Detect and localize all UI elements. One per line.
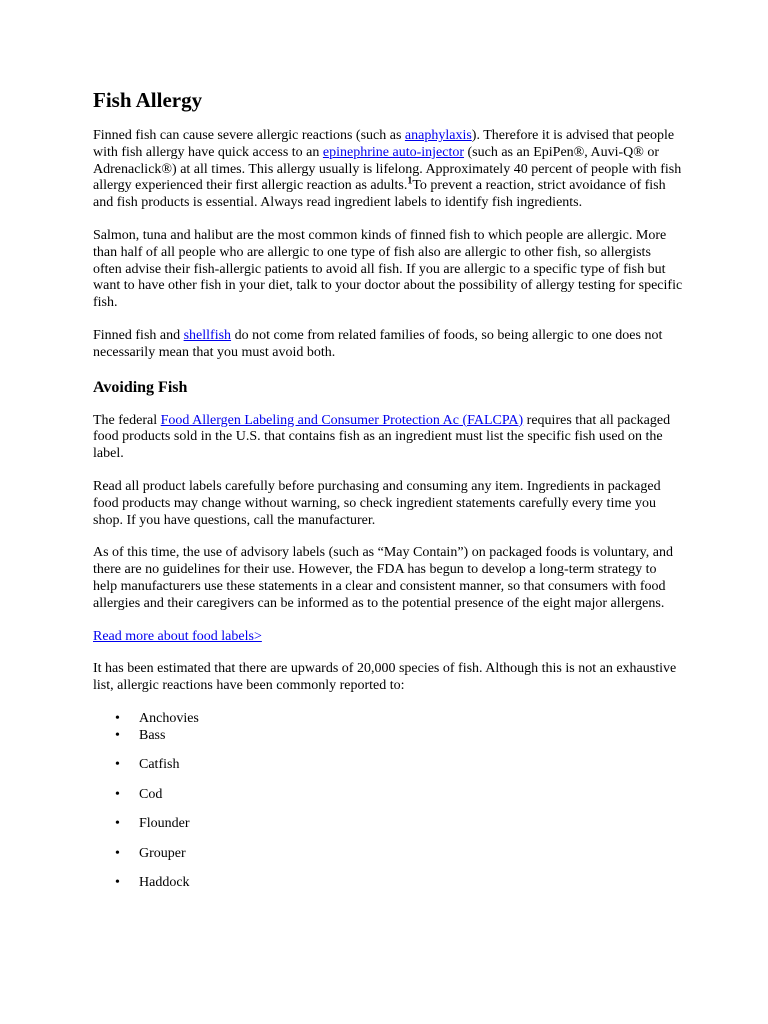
- section-heading-avoiding-fish: Avoiding Fish: [93, 378, 188, 396]
- bullet-icon: •: [115, 845, 120, 861]
- list-item-label: Flounder: [139, 816, 190, 832]
- list-item-label: Cod: [139, 786, 163, 802]
- shellfish-text-b: do not come from related families of foods, so being allergic to one does not necessarily mean that you must avoid both.: [93, 327, 663, 360]
- falcpa-link[interactable]: Food Allergen Labeling and Consumer Protection Ac (FALCPA): [160, 412, 524, 428]
- list-item: [93, 787, 683, 804]
- bullet-icon: •: [115, 710, 120, 726]
- list-item: [93, 757, 683, 774]
- page-title: Fish Allergy: [93, 88, 203, 112]
- epinephrine-auto-injector-link[interactable]: epinephrine auto-injector: [322, 144, 465, 160]
- shellfish-text-a: Finned fish and: [93, 327, 184, 343]
- fish-list: [93, 711, 683, 892]
- shellfish-link[interactable]: shellfish: [183, 327, 232, 343]
- read-more-food-labels-link[interactable]: Read more about food labels>: [93, 628, 262, 644]
- read-more-paragraph: [93, 629, 683, 646]
- anaphylaxis-link[interactable]: anaphylaxis: [404, 128, 472, 143]
- list-item-label: Haddock: [139, 875, 190, 891]
- intro-text-d: To prevent a reaction, strict avoidance of fish and fish products is essential. Always read ingredient labels to identify fish ingredients.: [93, 178, 666, 211]
- list-item-label: Anchovies: [139, 710, 199, 726]
- bullet-icon: •: [115, 757, 120, 773]
- falcpa-paragraph: [93, 413, 683, 463]
- advisory-labels-paragraph: As of this time, the use of advisory labels (such as “May Contain”) on packaged foods is voluntary, and there are no guidelines for their use. However, the FDA has begun to develop a long-term strategy to help manufacturers use these statements in a clear and consistent manner, so that consumers with food allergies and their caregivers can be informed as to the potential presence of the eight major allergens.: [93, 545, 673, 611]
- intro-text-a: Finned fish can cause severe allergic reactions (such as: [93, 128, 405, 143]
- list-item: [93, 816, 683, 833]
- bullet-icon: •: [115, 786, 120, 802]
- list-item: [93, 846, 683, 863]
- falcpa-text-a: The federal: [93, 412, 161, 428]
- falcpa-text-b: requires that all packaged food products sold in the U.S. that contains fish as an ingredient must list the specific fish used on the label.: [93, 412, 671, 462]
- bullet-icon: •: [115, 875, 120, 891]
- read-labels-paragraph: Read all product labels carefully before purchasing and consuming any item. Ingredients in packaged food products may change without warning, so check ingredient statements carefully every time you shop. If you have questions, call the manufacturer.: [93, 478, 661, 528]
- list-item: [93, 711, 683, 728]
- bullet-icon: •: [115, 727, 120, 743]
- intro-paragraph: [93, 128, 683, 212]
- list-item-label: Catfish: [139, 757, 180, 773]
- intro-text-b: ). Therefore it is advised that people with fish allergy have quick access to an: [93, 128, 675, 160]
- shellfish-paragraph: [93, 328, 683, 362]
- species-paragraph: It has been estimated that there are upwards of 20,000 species of fish. Although this is not an exhaustive list, allergic reactions have been commonly reported to:: [93, 661, 677, 694]
- footnote-marker: 1: [407, 175, 413, 187]
- intro-text-c: (such as an EpiPen®, Auvi-Q® or Adrenaclick®) at all times. This allergy usually is lifelong. Approximately 40 percent of people with fish allergy experienced their first allergic reaction as adults.: [93, 144, 682, 194]
- bullet-icon: •: [115, 816, 120, 832]
- common-fish-paragraph: Salmon, tuna and halibut are the most common kinds of finned fish to which people are allergic. More than half of all people who are allergic to one type of fish also are allergic to other fish, so allergists often advise their fish-allergic patients to avoid all fish. If you are allergic to a specific type of fish but want to have other fish in your diet, talk to your doctor about the possibility of allergy testing for specific fish.: [93, 227, 683, 311]
- list-item-label: Grouper: [139, 845, 186, 861]
- list-item-label: Bass: [139, 727, 166, 743]
- list-item: [93, 875, 683, 892]
- list-item: [93, 728, 683, 745]
- document-body: [93, 86, 683, 892]
